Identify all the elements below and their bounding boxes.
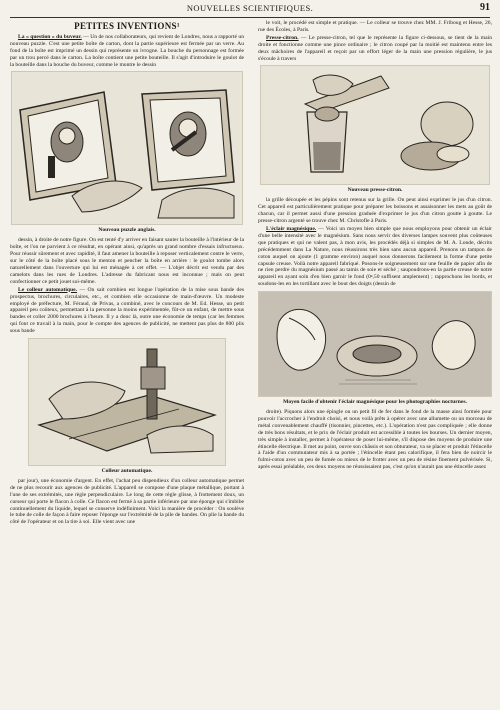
eclair-body: — Voici un moyen bien simple que nous employons pour obtenir un éclair d'une belle intensité avec le magnésium. Sans nous servir des diverses lampes souvent plus coûteuses que pratiques et qui ne valent pas, à mon avis, les procédés déjà si simples de M. A. Londe, décrits précédemment dans La Nature, nous réussirons très bien sans aucun appareil. Prenons un tampon de coton auquel on ajoute (1 gramme environ) auquel nous donnerons facilement la forme d'une petite capsule creuse. Voilà notre appareil fabriqué. Posons-le soigneusement sur une feuille de papier afin de ne rien perdre du magnésium passé au tamis de soie et séché ; saupoudrons-en la partie creuse de notre appareil en ayant soin d'en bien garnir le fond (0ᵍ,50 suffisent amplement) ; rapprochons les bords, et soudons-les en les tortillant avec le bout des doigts (dessin de (258, 225, 492, 288)
colleur-heading: Le colleur automatique. (18, 286, 78, 293)
colleur-body: — On sait combien est longue l'opération de la mise sous bande des prospectus, brochures, circulaires, etc., et combien elle occasionne de main-d'œuvre. Un modeste employé de préfecture, M. Féraud, de Privas, a combiné, avec le concours de M. Ed. Hesse, un petit appareil peu coûteux, permettant à la personne la moins expérimentée, fût-ce un enfant, de mettre sous bandes et coller 2000 brochures à l'heure. Il y a donc là, outre une économie de temps (car les femmes qui font ce travail à la main, pour le compte des agences de publicité, ne mettent pas plus de 800 plis sous bande (10, 286, 245, 335)
eclair-illustration (258, 291, 492, 397)
right-column (258, 20, 492, 472)
eclair-engraving (259, 292, 491, 396)
puzzle-body: — Un de nos collaborateurs, qui revient de Londres, nous a rapporté un nouveau puzzle. C'est une petite boîte de carton, dont la partie supérieure est fermée par un verre. Au fond de la boîte est imprimé un dessin qui représente un ivrogne. La bouche du personnage est formée par un trou percé dans le carton. La boîte contient une petite bouteille. Il s'agit d'introduire le goulot de la bouteille dans la bouche du buveur, comme le montre le dessin (10, 33, 244, 68)
presse-continued: la grille découpée et les pépins sont retenus sur la grille. On peut ainsi exprimer le jus d'un citron. Cet appareil est particulièrement pratique pour préparer les boissons et assaisonner les mets au goût de chacun, car il permet aussi d'une pression graduée d'exprimer le jus d'un citron goutte à goutte. Le presse-citron argenté se trouve chez M. Christofle à Paris. (258, 197, 492, 225)
colleur-paragraph (10, 287, 244, 335)
puzzle-caption: Nouveau puzzle anglais. (98, 227, 156, 234)
presse-heading: Presse-citron. (266, 34, 299, 41)
left-column (10, 20, 244, 527)
puzzle-paragraph (10, 34, 244, 69)
colleur-illustration (28, 338, 226, 466)
eclair-heading: L'éclair magnésique. (266, 225, 317, 232)
puzzle-continued: dessin, à droite de notre figure. On est tenté d'y arriver en faisant sauter la bouteille à l'intérieur de la boîte, et l'on ne parvient à ce résultat, en opérant ainsi, qu'après un grand nombre d'essais infructueux. Pour réussir sûrement et avec rapidité, il faut amener la bouteille à reposer verticalement contre le verre, sur le côté de la boîte placé sous le menton et pencher la boîte en arrière : le goulot tombe alors naturellement dans l'ouverture qui lui est ménagée à cet effet. — L'objet décrit est vendu par des camelots dans les rues de Londres. L'adresse du fabricant nous est inconnue ; mais on peut confectionner ce petit jouet soi-même. (10, 237, 244, 285)
colleur-engraving (29, 339, 225, 465)
presse-citron-engraving (261, 66, 489, 184)
puzzle-illustration (11, 71, 243, 225)
presse-body: — Le presse-citron, tel que le représente la figure ci-dessous, se tient de la main droite et fonctionne comme une pince ordinaire ; le citron coupé par la moitié est maintenu entre les deux mâchoires de l'appareil et reçoit par un effort léger de la main une pression régulière, le jus s'écoule à travers (258, 34, 492, 62)
puzzle-heading: La « question » du buveur. (18, 33, 82, 40)
presse-citron-illustration (260, 65, 490, 185)
colleur-end: le voit, le procédé est simple et pratique. — Le colleur se trouve chez MM. J. Friboug et Hesse, 26, rue des Écoles, à Paris. (258, 20, 492, 33)
section-title: PETITES INVENTIONS¹ (74, 21, 180, 31)
presse-paragraph (258, 35, 492, 63)
journal-title: NOUVELLES SCIENTIFIQUES. (186, 3, 314, 13)
colleur-caption: Colleur automatique. (101, 468, 153, 475)
eclair-caption: Moyen facile d'obtenir l'éclair magnésique pour les photographies nocturnes. (283, 399, 467, 406)
page-header (10, 3, 490, 18)
eclair-continued: droite). Piquons alors une épingle ou un petit fil de fer dans le fond de la masse ainsi formée pour pouvoir l'accrocher à l'endroit choisi, et nous voilà prêts à opérer avec une allumette ou un morceau de métal convenablement chauffé (tisonnier, pincettes, etc.). L'opération n'est pas compliquée ; elle donne de très bons résultats, et le prix de l'éclair produit est accessible à toutes les bourses. Un dernier moyen, très simple à installer, permet à l'opérateur de poser lui-même, s'il dispose des moyens de produire une étincelle électrique. Il met au point, ouvre son châssis et son obturateur, va se placer et produit l'étincelle à l'aide d'un commutateur mis à sa portée ; l'étincelle étant peu calorifique, il fera bien de noircir le fulmi-coton avec un peu de fumée ou mieux de le frotter avec un peu de résine finement pulvérisée. Si, après essai préalable, ces deux moyens ne réussissaient pas, c'est qu'on n'aurait pas une étincelle assez (258, 409, 492, 471)
page-number: 91 (480, 2, 490, 13)
eclair-paragraph (258, 226, 492, 288)
presse-citron-caption: Nouveau presse-citron. (347, 187, 403, 194)
colleur-continued: par jour), une économie d'argent. En effet, l'achat peu dispendieux d'un colleur automatique permet de ne plus recourir aux agences de publicité. L'appareil se compose d'une plaque métallique, portant à l'une de ses extrémités, une règle perpendiculaire. Le long de cette règle glisse, à frottement doux, un curseur qui porte le flacon à colle. Ce flacon est fermé à sa partie inférieure par une éponge qui s'imbibe continuellement du liquide, lequel se conserve indéfiniment. Voici la manière de procéder : On soulève le tube de colle de façon à faire reposer l'éponge sur l'extrémité de la pile de bandes. On plie la bande du côté de l'opérateur et on la tire à soi. Elle vient avec une (10, 477, 244, 526)
puzzle-engraving (12, 72, 242, 224)
